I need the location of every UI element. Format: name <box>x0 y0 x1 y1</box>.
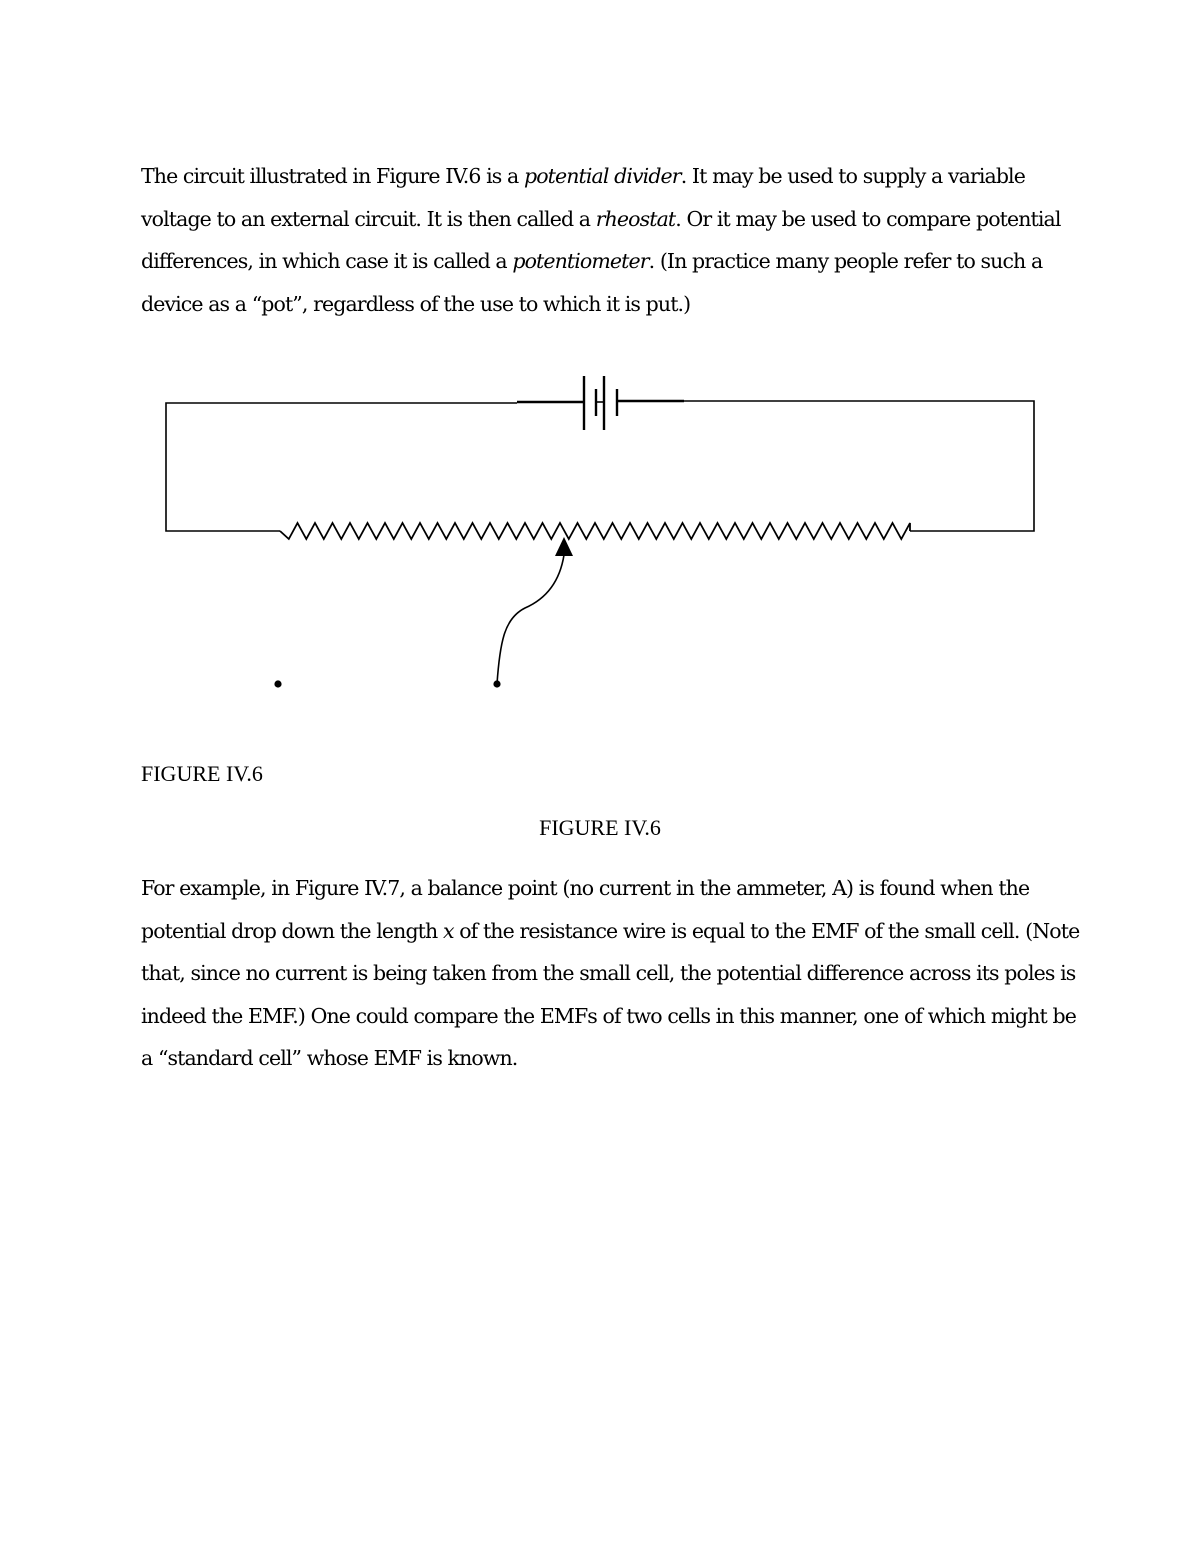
term-potentiometer: potentiometer <box>512 249 649 273</box>
resistor-wire-zigzag <box>280 523 910 539</box>
intro-text-3: . Or it may be used to compare potential differences, in which case it is called a <box>141 206 1061 273</box>
example-text-2: of the resistance wire is equal to the EMF of the small cell. (Note that, since no current is being taken from the small cell, the potential difference across its poles is indeed the EMF.) One could compare the EMFs of two cells in this manner, one of which might be a “standard cell” whose EMF is known. <box>141 918 1080 1070</box>
figure-caption-left: FIGURE IV.6 <box>141 761 263 786</box>
example-paragraph <box>141 867 1081 1080</box>
intro-text-2: . It may be used to supply a variable voltage to an external circuit. It is then called a <box>141 164 1025 231</box>
terminal-right <box>493 680 500 687</box>
potential-divider-circuit-diagram <box>0 360 1200 710</box>
battery-icon <box>517 376 684 430</box>
term-rheostat: rheostat <box>595 206 676 231</box>
example-text-1: For example, in Figure IV.7, a balance point (no current in the ammeter, A) is found when the potential drop down the length <box>141 876 1030 943</box>
sliding-contact-arrowhead <box>555 537 573 556</box>
intro-paragraph <box>141 155 1081 325</box>
figure-caption-center: FIGURE IV.6 <box>539 815 661 840</box>
terminal-left <box>274 680 281 687</box>
variable-x: x <box>442 918 454 943</box>
intro-text-4: . (In practice many people refer to such a device as a “pot”, regardless of the use to which it is put.) <box>141 249 1043 316</box>
top-wire-left <box>166 403 517 531</box>
intro-text-1: The circuit illustrated in Figure IV.6 is a <box>141 164 524 188</box>
sliding-contact-wire <box>497 555 564 684</box>
top-wire-right <box>620 401 1034 531</box>
term-potential-divider: potential divider <box>523 164 681 188</box>
